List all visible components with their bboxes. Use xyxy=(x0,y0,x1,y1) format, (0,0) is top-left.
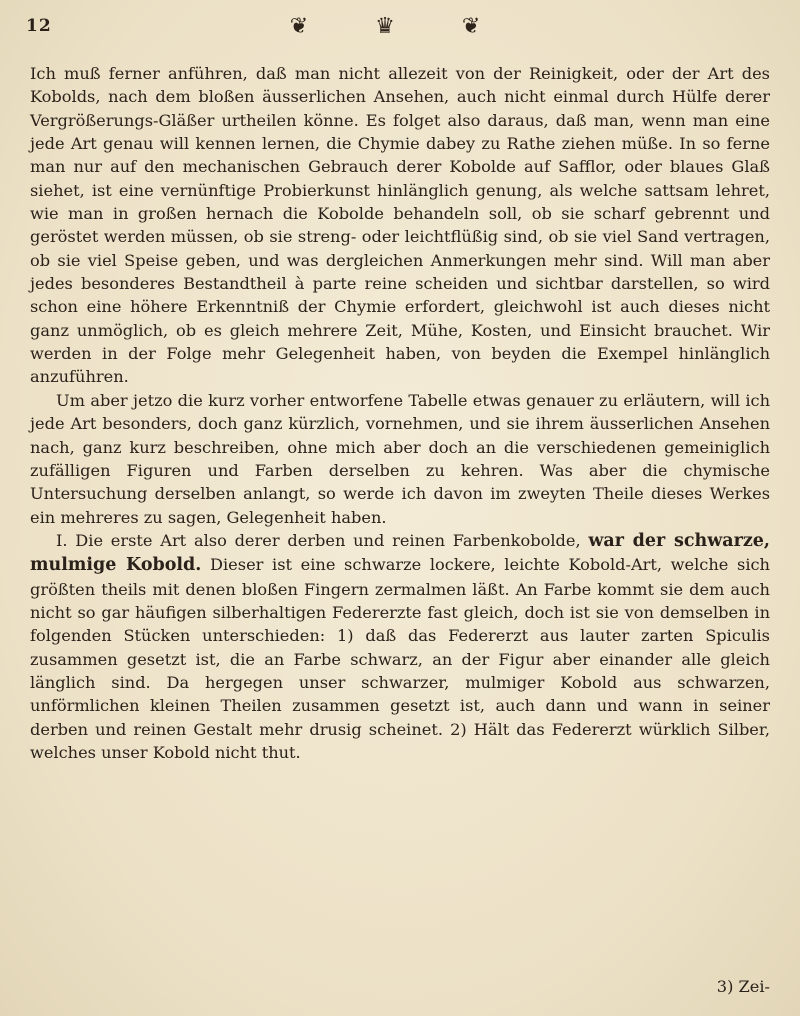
paragraph-3 xyxy=(30,529,770,764)
page-number: 12 xyxy=(26,16,52,36)
paragraph-1: Ich muß ferner anführen, daß man nicht allezeit von der Reinigkeit, oder der Art des Kobolds, nach dem bloßen äusserlichen Ansehen, auch nicht einmal durch Hülfe derer Vergrößerungs-Gläßer urtheilen könne. Es folget also daraus, daß man, wenn man eine jede Art genau will kennen lernen, die Chymie dabey zu Rathe ziehen müße. In so ferne man nur auf den mechanischen Gebrauch derer Kobolde auf Safflor, oder blaues Glaß siehet, ist eine vernünftige Probierkunst hinlänglich genung, als welche sattsam lehret, wie man in großen hernach die Kobolde behandeln soll, ob sie scharf gebrennt und geröstet werden müssen, ob sie streng- oder leichtflüßig sind, ob sie viel Sand vertragen, ob sie viel Speise geben, und was dergleichen Anmerkungen mehr sind. Will man aber jedes besonderes Bestandtheil à parte reine scheiden und sichtbar darstellen, so wird schon eine höhere Erkenntniß der Chymie erfordert, gleichwohl ist auch dieses nicht ganz unmöglich, ob es gleich mehrere Zeit, Mühe, Kosten, und Einsicht brauchet. Wir werden in der Folge mehr Gelegenheit haben, von beyden die Exempel hinlänglich anzuführen. xyxy=(30,64,770,387)
section-heading: war der schwarze, mulmige Kobold. xyxy=(30,530,770,576)
fleuron-right-icon: ❦ xyxy=(461,14,511,39)
paragraph-2: Um aber jetzo die kurz vorher entworfene Tabelle etwas genauer zu erläutern, will ich jede Art besonders, doch ganz kürzlich, vornehmen, und sie ihrem äusserlichen Ansehen nach, ganz kurz beschreiben, ohne mich aber doch an die verschiedenen gemeiniglich zufälligen Figuren und Farben derselben zu kehren. Was aber die chymische Untersuchung derselben anlangt, so werde ich davon im zweyten Theile dieses Werkes ein mehreres zu sagen, Gelegenheit haben. xyxy=(30,390,770,527)
header-ornaments xyxy=(26,14,774,39)
crown-ornament-icon: ♛ xyxy=(375,14,425,39)
fleuron-left-icon: ❦ xyxy=(289,14,339,39)
paragraph-3-lead: I. Die erste Art also derer derben und reinen Farbenkobolde, xyxy=(56,530,581,550)
catchword: 3) Zei- xyxy=(716,977,770,996)
paragraph-3-rest: Dieser ist eine schwarze lockere, leichte Kobold-Art, welche sich größten theils mit denen bloßen Fingern zermalmen läßt. An Farbe kommt sie dem auch nicht so gar häufigen silberhaltigen Federerzte fast gleich, doch ist sie von demselben in folgenden Stücken unterschieden: 1) daß das Federerzt aus lauter zarten Spiculis zusammen gesetzt ist, die an Farbe schwarz, an der Figur aber einander alle gleich länglich sind. Da hergegen unser schwarzer, mulmiger Kobold aus schwarzen, unförmlichen kleinen Theilen zusammen gesetzt ist, auch dann und wann in seiner derben und reinen Gestalt mehr drusig scheinet. 2) Hält das Federerzt würklich Silber, welches unser Kobold nicht thut. xyxy=(30,555,770,762)
body-text xyxy=(30,62,770,764)
page-header xyxy=(26,14,774,44)
